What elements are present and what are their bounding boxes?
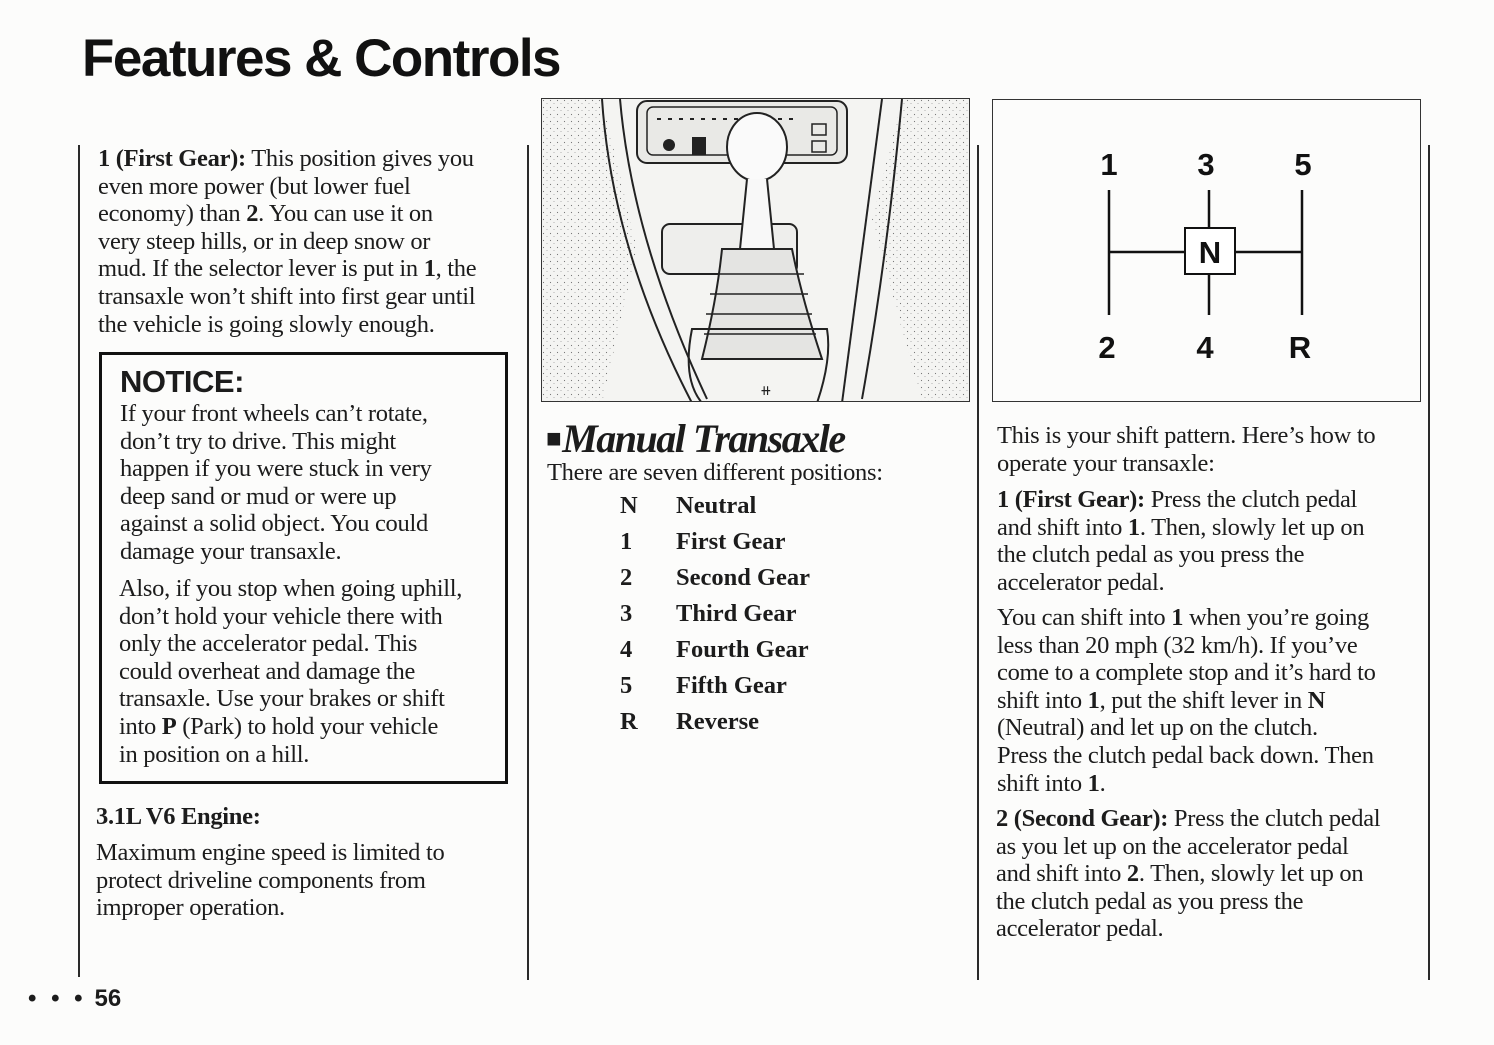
- column-rule-right: [977, 145, 979, 980]
- gear-label-1: 1: [1100, 147, 1118, 182]
- gear-label-5: 5: [1294, 147, 1312, 182]
- notice-paragraph-2: Also, if you stop when going uphill, don’t hold your vehicle there with only the accelerator pedal. This could overheat and damage the transaxle. Use your brakes or shift into P (Park) to hold your vehicle in position on a hill.: [119, 575, 463, 768]
- first-gear-paragraph: 1 (First Gear): This position gives you even more power (but lower fuel economy) than 2. You can use it on very steep hills, or in deep snow or mud. If the selector lever is put in 1, the transaxle won’t shift into first gear until the vehicle is going slowly enough.: [98, 145, 477, 338]
- shifter-illustration: [541, 98, 970, 402]
- page-number: • • • 56: [28, 985, 122, 1012]
- page-title: Features & Controls: [82, 29, 561, 88]
- gear-label-2: 2: [1098, 330, 1116, 365]
- first-gear-instructions: 1 (First Gear): Press the clutch pedal and shift into 1. Then, slowly let up on the clutch pedal as you press the accelerator pedal.: [997, 486, 1365, 596]
- svg-text:⧺: ⧺: [760, 383, 772, 399]
- gear-label-r: R: [1288, 330, 1312, 365]
- engine-paragraph: Maximum engine speed is limited to protect driveline components from improper operation.: [96, 839, 445, 922]
- column-rule-middle: [527, 145, 529, 980]
- second-gear-instructions: 2 (Second Gear): Press the clutch pedal as you let up on the accelerator pedal and shift into 2. Then, slowly let up on the clutch pedal as you press the accelerator pedal.: [996, 805, 1381, 943]
- notice-paragraph-1: If your front wheels can’t rotate, don’t try to drive. This might happen if you were stuck in very deep sand or mud or were up against a solid object. You could damage your transaxle.: [120, 400, 432, 565]
- gear-label-3: 3: [1197, 147, 1215, 182]
- column-rule-far-right: [1428, 145, 1430, 980]
- gear-label-4: 4: [1196, 330, 1214, 365]
- column-rule-left: [78, 145, 80, 977]
- shift-note-paragraph: You can shift into 1 when you’re going less than 20 mph (32 km/h). If you’ve come to a complete stop and it’s hard to shift into 1, put the shift lever in N (Neutral) and let up on the clutch. Press the clutch pedal back down. Then shift into 1.: [997, 604, 1376, 797]
- neutral-label: N: [1198, 235, 1222, 270]
- engine-heading: 3.1L V6 Engine:: [96, 803, 261, 830]
- shift-pattern-diagram: [992, 99, 1421, 402]
- section-title: ■Manual Transaxle: [546, 416, 845, 461]
- notice-title: NOTICE:: [120, 364, 244, 399]
- shift-pattern-intro: This is your shift pattern. Here’s how to operate your transaxle:: [997, 422, 1376, 477]
- positions-intro: There are seven different positions:: [547, 459, 883, 486]
